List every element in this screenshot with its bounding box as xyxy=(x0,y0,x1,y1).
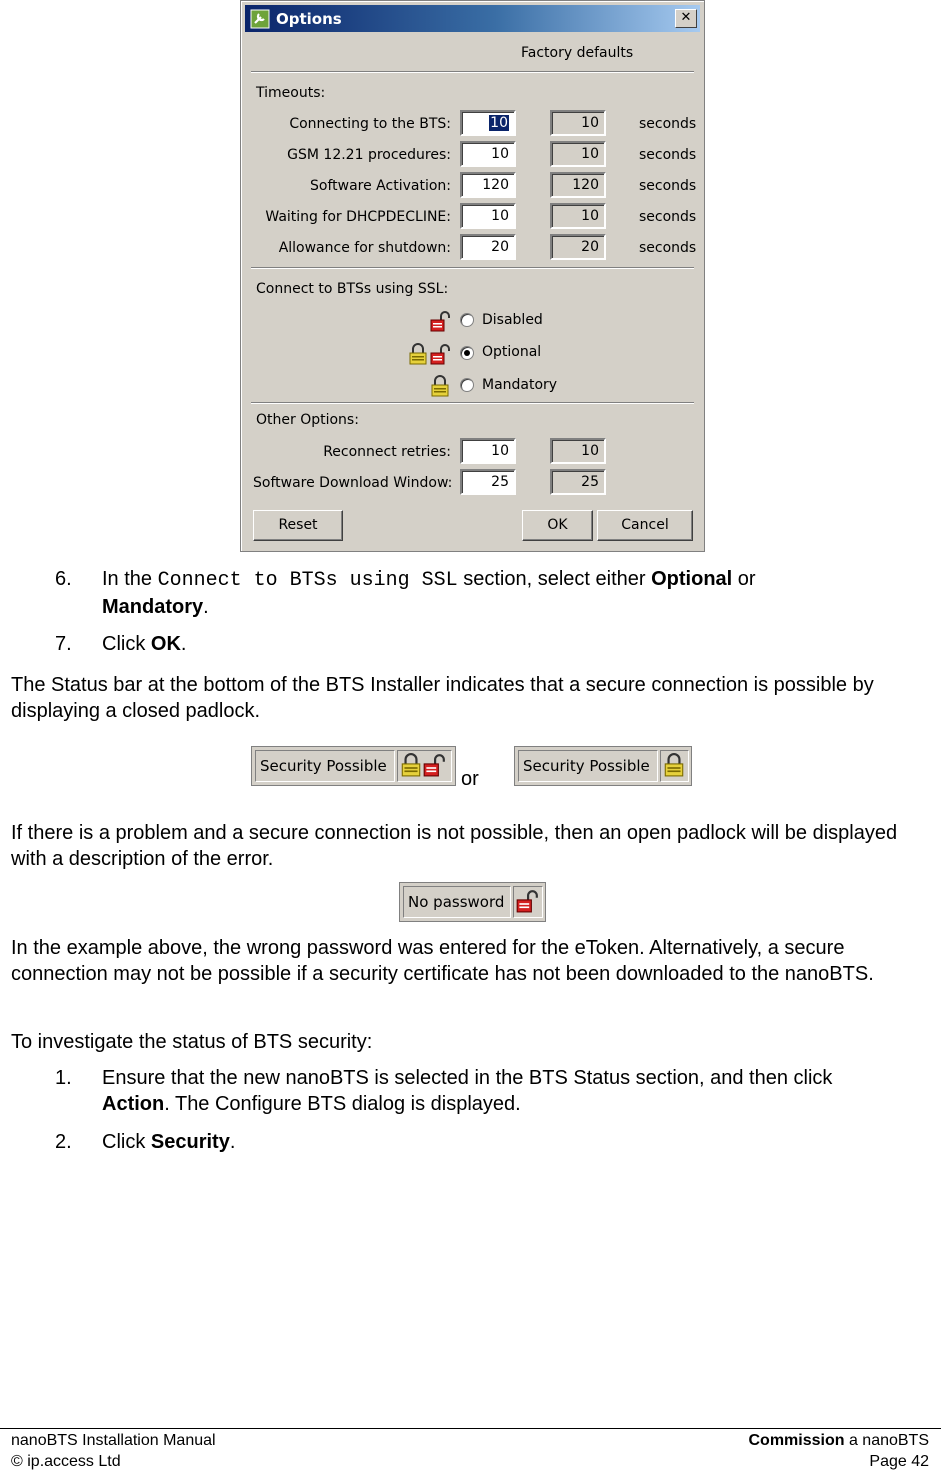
factory-defaults-label: Factory defaults xyxy=(521,45,634,61)
software-download-window-default: 25 xyxy=(550,469,606,495)
or-text: or xyxy=(461,768,479,790)
mandatory-bold: Mandatory xyxy=(102,596,204,618)
gsm-procedures-default: 10 xyxy=(550,141,606,167)
shutdown-allowance-default: 20 xyxy=(550,234,606,260)
step-2-text xyxy=(102,1129,235,1155)
status-lock-pane xyxy=(513,886,543,918)
unit-label: seconds xyxy=(639,116,697,132)
step-text: Click xyxy=(102,633,151,655)
closed-padlock-icon xyxy=(663,753,685,777)
connecting-timeout-input[interactable] xyxy=(460,110,516,136)
status-text: Security Possible xyxy=(518,750,658,782)
dhcpdecline-default: 10 xyxy=(550,203,606,229)
close-button[interactable] xyxy=(675,9,697,28)
ssl-disabled-label[interactable]: Disabled xyxy=(482,312,543,328)
ssl-optional-radio[interactable] xyxy=(460,346,474,360)
action-bold: Action xyxy=(102,1093,165,1115)
status-text: No password xyxy=(403,886,511,918)
software-download-window-input[interactable]: 25 xyxy=(460,469,516,495)
step-text: . xyxy=(180,633,187,655)
step-text: . xyxy=(229,1131,236,1153)
closed-padlock-icon xyxy=(400,753,422,777)
step-text: Ensure that the new nanoBTS is selected in the BTS Status section, and then click xyxy=(102,1067,833,1089)
footer-section-bold: Commission xyxy=(748,1432,845,1449)
ssl-optional-label[interactable]: Optional xyxy=(482,344,542,360)
ok-button[interactable]: OK xyxy=(522,510,593,541)
example-paragraph: In the example above, the wrong password was entered for the eToken. Alternatively, a secure connection may not be possible if a security certificate has not been downloaded to the nanoBTS. xyxy=(11,937,874,985)
ok-bold: OK xyxy=(150,633,181,655)
reconnect-retries-input[interactable]: 10 xyxy=(460,438,516,464)
closed-padlock-icon xyxy=(430,375,450,397)
ssl-section-code: Connect to BTSs using SSL xyxy=(157,569,458,592)
software-activation-default: 120 xyxy=(550,172,606,198)
optional-bold: Optional xyxy=(651,568,733,590)
ssl-mandatory-radio[interactable] xyxy=(460,378,474,392)
reset-button[interactable]: Reset xyxy=(253,510,343,541)
ssl-heading: Connect to BTSs using SSL: xyxy=(256,281,449,297)
step-number: 1. xyxy=(55,1067,72,1089)
timeouts-heading: Timeouts: xyxy=(256,85,326,101)
other-options-heading: Other Options: xyxy=(256,412,359,428)
open-padlock-icon xyxy=(516,889,538,913)
ssl-disabled-radio[interactable] xyxy=(460,313,474,327)
investigate-paragraph: To investigate the status of BTS security: xyxy=(11,1031,373,1053)
security-bold: Security xyxy=(150,1131,230,1153)
step-text: Click xyxy=(102,1131,151,1153)
step-number: 2. xyxy=(55,1131,72,1153)
gsm-procedures-input[interactable]: 10 xyxy=(460,141,516,167)
status-bar-error xyxy=(399,882,546,922)
status-bar-paragraph: The Status bar at the bottom of the BTS Installer indicates that a secure connection is possible by displaying a closed padlock. xyxy=(11,674,874,722)
close-icon[interactable]: ✕ xyxy=(680,10,692,25)
separator xyxy=(251,71,694,73)
footer-section xyxy=(748,1431,929,1451)
footer-manual: nanoBTS Installation Manual xyxy=(11,1432,216,1449)
step-number: 6. xyxy=(55,568,72,590)
unit-label: seconds xyxy=(639,147,697,163)
status-text: Security Possible xyxy=(255,750,395,782)
step-6-text xyxy=(102,566,892,620)
status-bar-optional xyxy=(251,746,456,786)
step-text: section, select either xyxy=(457,568,652,590)
separator xyxy=(251,402,694,404)
problem-paragraph: If there is a problem and a secure connection is not possible, then an open padlock will be displayed with a description of the error. xyxy=(11,822,898,870)
timeout-label-software-activation: Software Activation: xyxy=(310,178,451,194)
timeout-label-shutdown: Allowance for shutdown: xyxy=(278,240,451,256)
unit-label: seconds xyxy=(639,209,697,225)
cancel-button[interactable]: Cancel xyxy=(597,510,693,541)
software-download-window-label: Software Download Window: xyxy=(253,475,453,491)
status-bar-mandatory xyxy=(514,746,692,786)
step-1-text xyxy=(102,1065,902,1117)
title-bar xyxy=(245,5,700,32)
status-lock-pane xyxy=(397,750,452,782)
connecting-timeout-value[interactable]: 10 xyxy=(490,115,508,131)
timeout-label-dhcpdecline: Waiting for DHCPDECLINE: xyxy=(265,209,451,225)
timeout-label-gsm: GSM 12.21 procedures: xyxy=(287,147,451,163)
timeout-label-connecting: Connecting to the BTS: xyxy=(289,116,451,132)
dialog-title: Options xyxy=(276,10,342,28)
unit-label: seconds xyxy=(639,178,697,194)
step-text: In the xyxy=(102,568,158,590)
open-padlock-icon xyxy=(430,343,450,365)
footer-section-rest: a nanoBTS xyxy=(844,1432,929,1449)
status-lock-pane xyxy=(660,750,689,782)
unit-label: seconds xyxy=(639,240,697,256)
step-7-text xyxy=(102,631,186,657)
reconnect-retries-label: Reconnect retries: xyxy=(323,444,451,460)
reconnect-retries-default: 10 xyxy=(550,438,606,464)
separator xyxy=(251,267,694,269)
options-dialog xyxy=(240,0,705,552)
closed-padlock-icon xyxy=(408,343,428,365)
ssl-mandatory-label[interactable]: Mandatory xyxy=(482,377,558,393)
footer-copyright: © ip.access Ltd xyxy=(11,1453,121,1470)
dhcpdecline-input[interactable]: 10 xyxy=(460,203,516,229)
connecting-timeout-default: 10 xyxy=(550,110,606,136)
footer-rule xyxy=(0,1428,941,1429)
shutdown-allowance-input[interactable]: 20 xyxy=(460,234,516,260)
step-text: or xyxy=(732,568,756,590)
step-text: . xyxy=(203,596,209,618)
footer-page: Page 42 xyxy=(869,1453,929,1470)
step-number: 7. xyxy=(55,633,72,655)
step-text: . The Configure BTS dialog is displayed. xyxy=(164,1093,521,1115)
software-activation-input[interactable]: 120 xyxy=(460,172,516,198)
open-padlock-icon xyxy=(423,753,445,777)
open-padlock-icon xyxy=(430,310,450,332)
options-app-icon xyxy=(250,9,270,29)
